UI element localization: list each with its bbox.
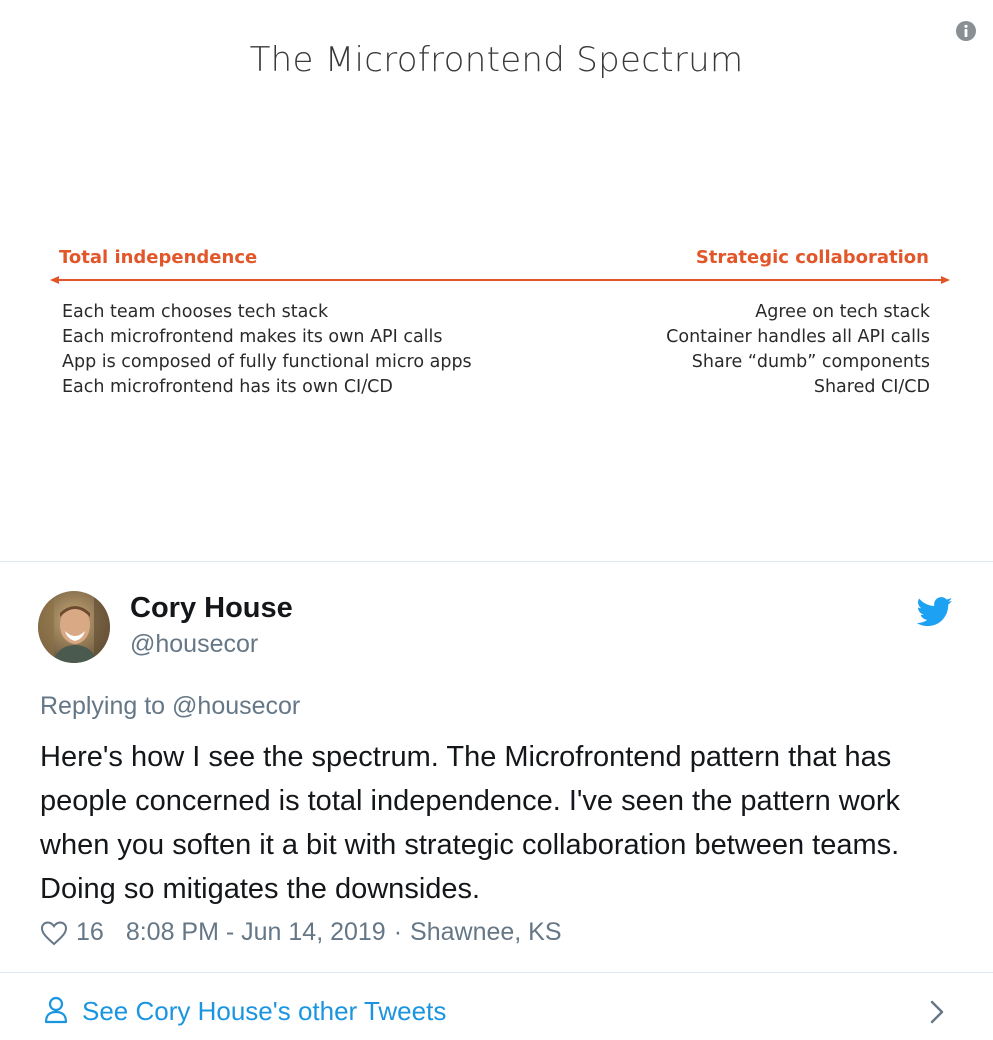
author-handle[interactable]: @housecor (130, 630, 259, 658)
see-other-tweets-label[interactable]: See Cory House's other Tweets (82, 996, 447, 1026)
spectrum-right-item: Agree on tech stack (755, 302, 930, 322)
spectrum-right-item: Share “dumb” components (691, 352, 930, 372)
replying-to (40, 692, 300, 721)
spectrum-left-list (62, 300, 472, 400)
spectrum-right-item: Container handles all API calls (666, 327, 930, 347)
tweet-location[interactable]: Shawnee, KS (410, 918, 562, 946)
avatar[interactable] (38, 591, 110, 663)
spectrum-right-item: Shared CI/CD (813, 377, 930, 397)
heart-icon[interactable] (40, 920, 68, 946)
spectrum-left-label: Total independence (59, 247, 258, 268)
slide-title: The Microfrontend Spectrum (249, 40, 744, 80)
like-count[interactable]: 16 (76, 918, 104, 946)
replying-to-prefix: Replying to (40, 692, 166, 720)
twitter-bird-icon[interactable] (917, 597, 953, 627)
person-icon (44, 996, 68, 1024)
chevron-right-icon[interactable] (928, 998, 946, 1026)
spectrum-right-label: Strategic collaboration (695, 247, 929, 268)
spectrum-left-item: Each team chooses tech stack (62, 302, 329, 322)
spectrum-right-list (666, 300, 930, 400)
replying-to-handle-link[interactable]: @housecor (172, 692, 301, 720)
tweet-text: Here's how I see the spectrum. The Microfrontend pattern that has people concerned is total independence. I've seen the pattern work when you soften it a bit with strategic collaboration between teams. Doing so mitigates the downsides. (40, 741, 901, 905)
meta-separator: · (393, 918, 403, 946)
info-icon[interactable] (955, 20, 977, 42)
spectrum-left-item: Each microfrontend has its own CI/CD (62, 377, 393, 397)
author-name[interactable]: Cory House (130, 592, 293, 624)
spectrum-axis-arrow (50, 272, 950, 288)
spectrum-left-item: Each microfrontend makes its own API calls (62, 327, 443, 347)
spectrum-left-item: App is composed of fully functional micro apps (62, 352, 472, 372)
tweet-meta (40, 918, 562, 947)
tweet-timestamp[interactable]: 8:08 PM - Jun 14, 2019 (125, 918, 386, 946)
